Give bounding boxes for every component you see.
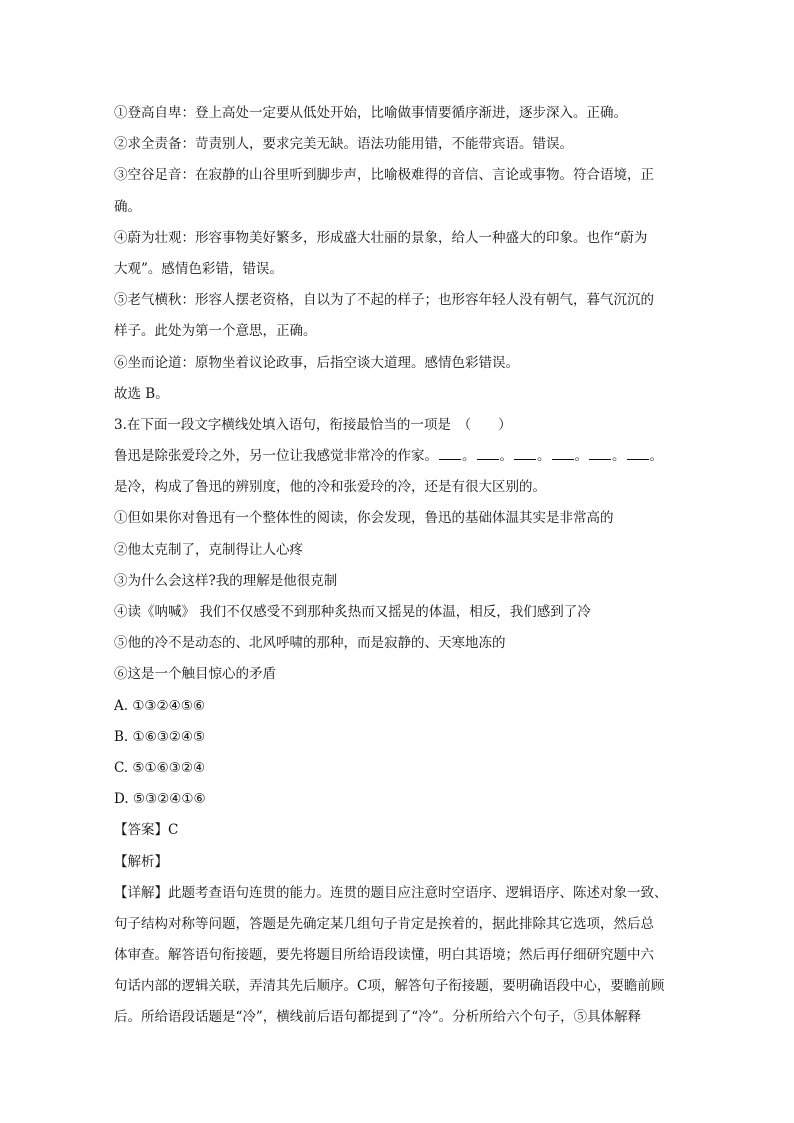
text-line: ⑥坐而论道：原物坐着议论政事，后指空谈大道理。感情色彩错误。 (114, 354, 519, 371)
choice-a: A. ①③②④⑤⑥ (114, 697, 205, 714)
text-line: 句子结构对称等问题，答题是先确定某几组句子肯定是挨着的，据此排除其它选项，然后总 (114, 915, 654, 932)
sentence-option: ③为什么会这样?我的理解是他很克制 (114, 572, 338, 589)
blank-sep: 。 (537, 448, 551, 465)
sentence-option: ④读《呐喊》 我们不仅感受不到那种炙热而又摇晃的体温，相反，我们感到了冷 (114, 604, 591, 620)
blank-4 (552, 447, 574, 460)
text-line: 确。 (114, 198, 141, 215)
text-line: ③空谷足音：在寂静的山谷里听到脚步声，比喻极难得的音信、言论或事物。符合语境，正 (114, 167, 654, 184)
text-line: 【详解】此题考查语句连贯的能力。连贯的题目应注意时空语序、逻辑语序、陈述对象一致、 (114, 884, 668, 901)
question-stem: 3.在下面一段文字横线处填入语句，衔接最恰当的一项是 （ ） (114, 416, 512, 433)
blank-6 (627, 447, 649, 460)
text-line: 样子。此处为第一个意思，正确。 (114, 323, 317, 340)
choice-c: C. ⑤①⑥③②④ (114, 759, 206, 776)
blank-2 (477, 447, 499, 460)
blank-sep: 。 (462, 448, 476, 465)
text-line: 后。所给语段话题是“冷”，横线前后语句都提到了“冷”。分析所给六个句子，⑤具体解释 (114, 1009, 642, 1026)
blank-sep: 。 (612, 448, 626, 465)
text-line: ②求全责备：苛责别人，要求完美无缺。语法功能用错，不能带宾语。错误。 (114, 136, 573, 153)
text-line: 句话内部的逻辑关联，弄清其先后顺序。C项，解答句子衔接题，要明确语段中心，要瞻前顾 (114, 978, 665, 995)
text-line: 是冷，构成了鲁迅的辨别度，他的冷和张爱玲的冷，还是有很大区别的。 (114, 479, 546, 496)
document-body (114, 98, 680, 1034)
blank-sep: 。 (649, 448, 663, 465)
blank-5 (589, 447, 611, 460)
answer-label: 【答案】C (114, 822, 179, 839)
text-line: 体审查。解答语句衔接题，要先将题目所给语段读懂，明白其语境；然后再仔细研究题中六 (114, 947, 654, 964)
blank-1 (439, 447, 461, 460)
blank-sep: 。 (499, 448, 513, 465)
blank-sep: 。 (574, 448, 588, 465)
analysis-label: 【解析】 (114, 853, 168, 870)
sentence-option: ②他太克制了，克制得让人心疼 (114, 541, 303, 558)
choice-b: B. ①⑥③②④⑤ (114, 728, 206, 745)
text-line: ①登高自卑：登上高处一定要从低处开始，比喻做事情要循序渐进，逐步深入。正确。 (114, 105, 627, 121)
sentence-option: ①但如果你对鲁迅有一个整体性的阅读，你会发现，鲁迅的基础体温其实是非常高的 (114, 510, 614, 527)
blank-3 (514, 447, 536, 460)
text-line: ④蔚为壮观：形容事物美好繁多，形成盛大壮丽的景象，给人一种盛大的印象。也作“蔚为 (114, 229, 648, 246)
passage-with-blanks (114, 441, 680, 472)
choice-d: D. ⑤③②④①⑥ (114, 791, 206, 808)
sentence-option: ⑤他的冷不是动态的、北风呼啸的那种，而是寂静的、天寒地冻的 (114, 635, 506, 652)
text-line: ⑤老气横秋：形容人摆老资格，自以为了不起的样子；也形容年轻人没有朝气，暮气沉沉的 (114, 292, 654, 309)
text-line: 故选 B。 (114, 385, 169, 402)
text-line: 大观”。感情色彩错，错误。 (114, 260, 283, 277)
sentence-option: ⑥这是一个触目惊心的矛盾 (114, 666, 276, 683)
passage-prefix: 鲁迅是除张爱玲之外，另一位让我感觉非常冷的作家。 (114, 448, 438, 465)
